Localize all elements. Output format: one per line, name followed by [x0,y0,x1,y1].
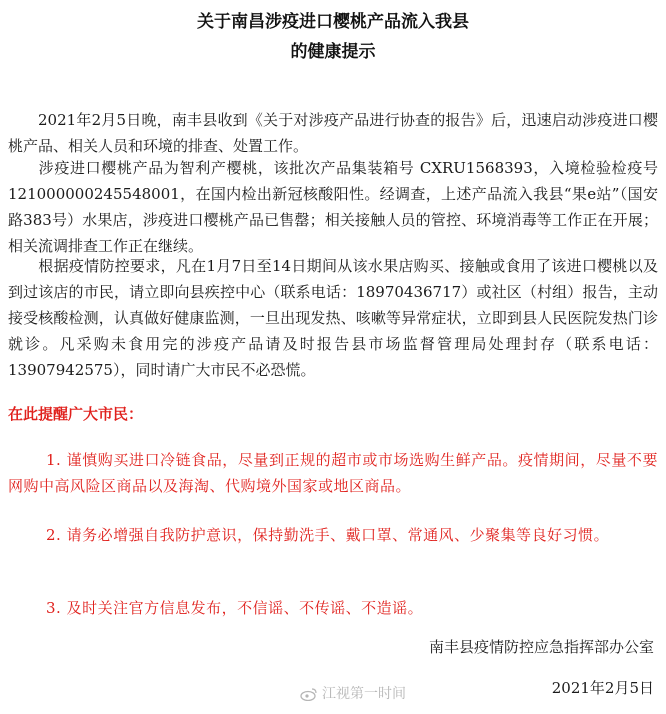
watermark-text: 江视第一时间 [322,686,406,702]
paragraph-text: 涉疫进口樱桃产品为智利产樱桃，该批次产品集装箱号 CXRU1568393，入境检验检疫号 121000000245548001，在国内检出新冠核酸阳性。经调查，上述产品流入我县“果e站”（国安路383号）水果店，涉疫进口樱桃产品已售罄；相关接触人员的管控、环境消毒等工作正在开展；相关流调排查工作正在继续。 [8,159,658,255]
notice-title-line-2: 的健康提示 [290,42,376,62]
paragraph-product-details [8,155,658,259]
reminder-item-text: 1. 谨慎购买进口冷链食品，尽量到正规的超市或市场选购生鲜产品。疫情期间，尽量不要网购中高风险区商品以及海淘、代购境外国家或地区商品。 [8,451,658,495]
reminder-item-text: 2. 请务必增强自我防护意识，保持勤洗手、戴口罩、常通风、少聚集等良好习惯。 [46,526,610,544]
notice-title-line-1: 关于南昌涉疫进口樱桃产品流入我县 [197,12,469,32]
watermark [300,685,406,703]
paragraph-investigation-start [8,107,658,159]
issue-date: 2021年2月5日 [551,679,654,697]
paragraph-text: 根据疫情防控要求，凡在1月7日至14日期间从该水果店购买、接触或食用了该进口樱桃以及到过该店的市民，请立即向县疾控中心（联系电话：18970436717）或社区（村组）报告，主动接受核酸检测，认真做好健康监测，一旦出现发热、咳嗽等异常症状，立即到县人民医院发热门诊就诊。凡采购未食用完的涉疫产品请及时报告县市场监督管理局处理封存（联系电话：13907942575），同时请广大市民不必恐慌。 [8,257,658,379]
reminder-item-text: 3. 及时关注官方信息发布，不信谣、不传谣、不造谣。 [46,599,424,617]
reminder-heading: 在此提醒广大市民： [8,405,144,423]
paragraph-text: 2021年2月5日晚，南丰县收到《关于对涉疫产品进行协查的报告》后，迅速启动涉疫进口樱桃产品、相关人员和环境的排查、处置工作。 [8,111,658,155]
reminder-item [8,522,658,548]
reminder-item [8,595,658,621]
weibo-icon [300,687,318,701]
paragraph-citizen-requirements [8,253,658,383]
issuer-signature: 南丰县疫情防控应急指挥部办公室 [428,638,654,656]
reminder-item [8,447,658,499]
